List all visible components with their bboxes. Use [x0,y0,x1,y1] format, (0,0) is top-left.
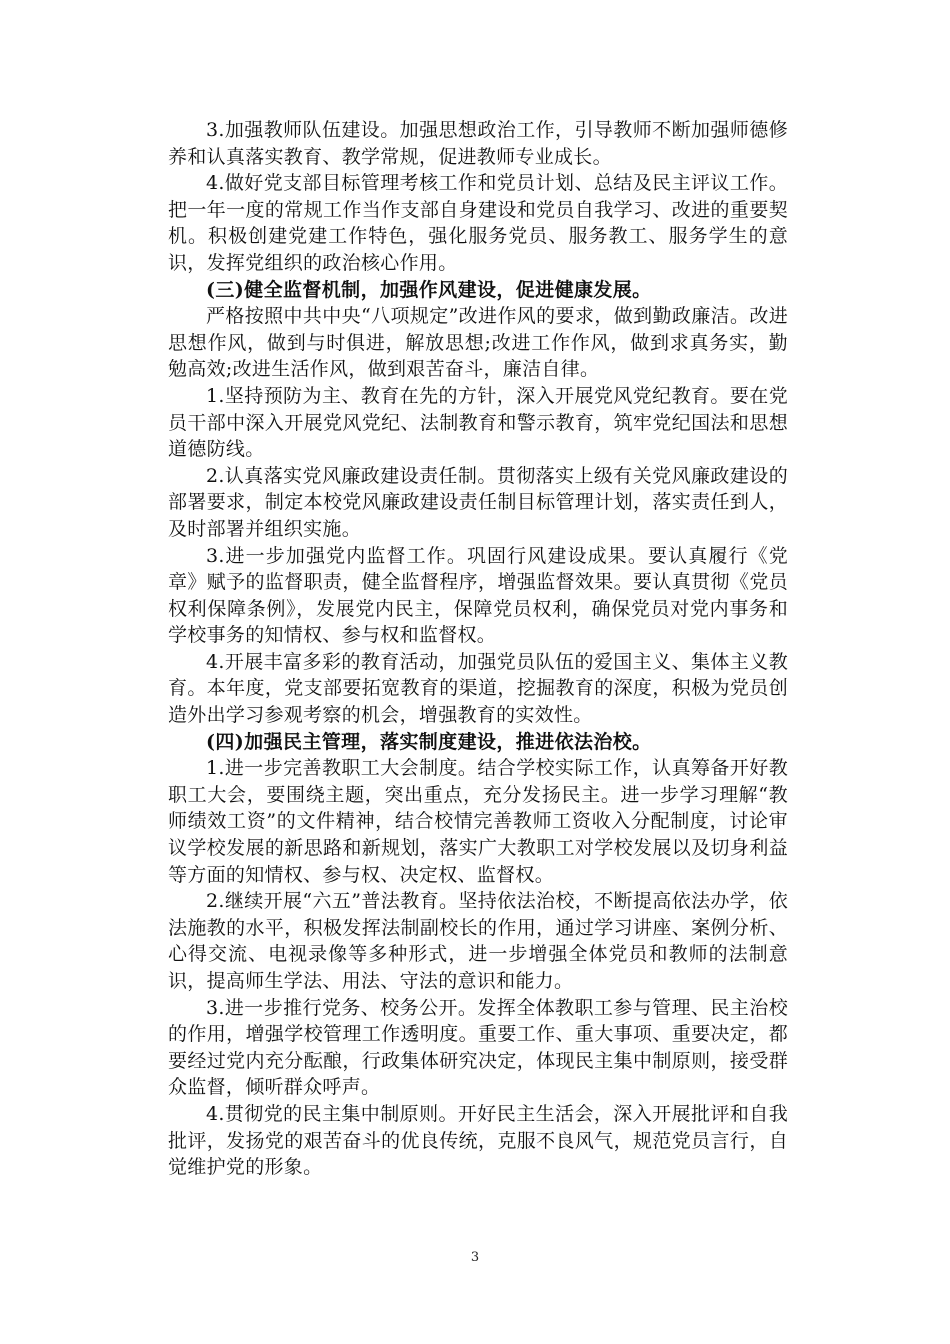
paragraph-education-activities: 4.开展丰富多彩的教育活动，加强党员队伍的爱国主义、集体主义教育。本年度，党支部要拓宽教育的渠道，挖掘教育的深度，积极为党员创造外出学习参观考察的机会，增强教育的实效性。 [168,650,788,727]
section-heading-supervision: (三)健全监督机制，加强作风建设，促进健康发展。 [206,278,652,301]
paragraph-branch-assessment: 4.做好党支部目标管理考核工作和党员计划、总结及民主评议工作。把一年一度的常规工作当作支部自身建设和党员自我学习、改进的重要契机。积极创建党建工作特色，强化服务党员、服务教工、服务学生的意识，发挥党组织的政治核心作用。 [168,172,788,274]
paragraph-teacher-team: 3.加强教师队伍建设。加强思想政治工作，引导教师不断加强师德修养和认真落实教育、教学常规，促进教师专业成长。 [168,119,788,168]
paragraph-responsibility-system: 2.认真落实党风廉政建设责任制。贯彻落实上级有关党风廉政建设的部署要求，制定本校党风廉政建设责任制目标管理计划，落实责任到人，及时部署并组织实施。 [168,464,788,540]
paragraph-affairs-disclosure: 3.进一步推行党务、校务公开。发挥全体教职工参与管理、民主治校的作用，增强学校管理工作透明度。重要工作、重大事项、重要决定，都要经过党内充分酝酿，行政集体研究决定，体现民主集中制原则，接受群众监督，倾听群众呼声。 [168,996,788,1099]
paragraph-democratic-centralism: 4.贯彻党的民主集中制原则。开好民主生活会，深入开展批评和自我批评，发扬党的艰苦奋斗的优良传统，克服不良风气，规范党员言行，自觉维护党的形象。 [168,1102,788,1179]
paragraph-eight-rules: 严格按照中共中央“八项规定”改进作风的要求，做到勤政廉洁。改进思想作风，做到与时俱进，解放思想;改进工作作风，做到求真务实，勤勉高效;改进生活作风，做到艰苦奋斗，廉洁自律。 [168,305,788,381]
paragraph-internal-supervision: 3.进一步加强党内监督工作。巩固行风建设成果。要认真履行《党章》赋予的监督职责，健全监督程序，增强监督效果。要认真贯彻《党员权利保障条例》，发展党内民主，保障党员权利，确保党员对党内事务和学校事务的知情权、参与权和监督权。 [168,544,788,647]
section-heading-democratic-management: (四)加强民主管理，落实制度建设，推进依法治校。 [206,730,652,753]
paragraph-prevention-education: 1.坚持预防为主、教育在先的方针，深入开展党风党纪教育。要在党员干部中深入开展党风党纪、法制教育和警示教育，筑牢党纪国法和思想道德防线。 [168,384,788,461]
paragraph-staff-congress: 1.进一步完善教职工大会制度。结合学校实际工作，认真筹备开好教职工大会，要围绕主题，突出重点，充分发扬民主。进一步学习理解“教师绩效工资”的文件精神，结合校情完善教师工资收入分配制度，讨论审议学校发展的新思路和新规划，落实广大教职工对学校发展以及切身利益等方面的知情权、参与权、决定权、监督权。 [168,757,788,886]
page-number: 3 [470,1250,480,1265]
paragraph-legal-education: 2.继续开展“六五”普法教育。坚持依法治校，不断提高依法办学，依法施教的水平，积极发挥法制副校长的作用，通过学习讲座、案例分析、心得交流、电视录像等多种形式，进一步增强全体党员和教师的法制意识，提高师生学法、用法、守法的意识和能力。 [168,890,788,992]
document-body [168,117,788,1181]
